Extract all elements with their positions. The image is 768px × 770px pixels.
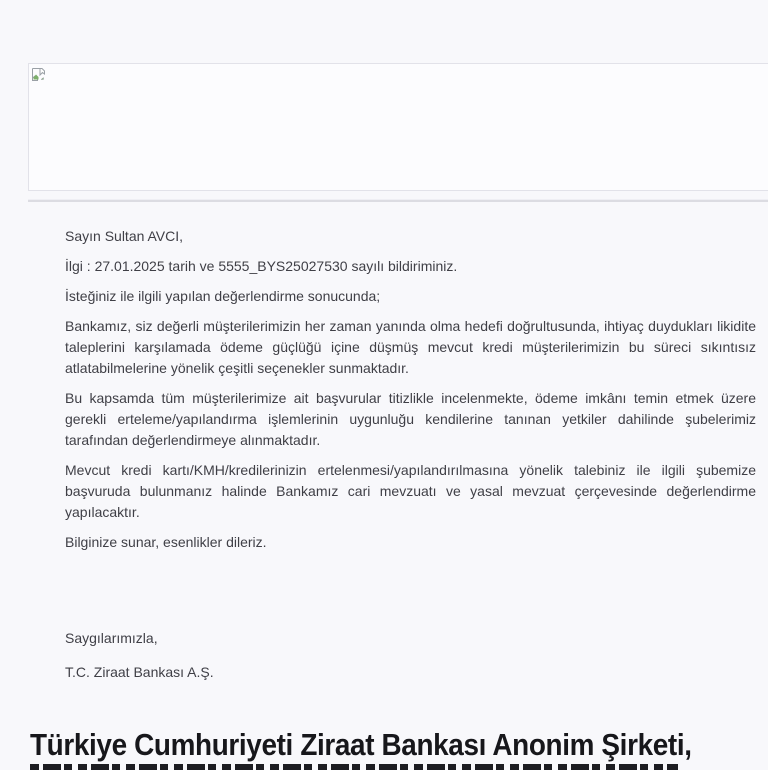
letter-body	[65, 226, 756, 692]
clipped-heading-line	[30, 764, 678, 770]
paragraph: Mevcut kredi kartı/KMH/kredilerinizin ertelenmesi/yapılandırılmasına yönelik talebiniz ile ilgili şubemize başvuruda bulunmanız halinde Bankamız cari mevzuatı ve yasal mevzuat çerçevesinde değerlendirme yapılacaktır.	[65, 462, 756, 520]
intro-line: İsteğiniz ile ilgili yapılan değerlendirme sonucunda;	[65, 288, 381, 304]
signature-spacer	[65, 562, 756, 628]
signoff-line: Saygılarımızla,	[65, 630, 158, 646]
attachment-image-placeholder	[28, 63, 768, 191]
horizontal-divider	[28, 199, 768, 202]
broken-image-icon	[31, 67, 46, 82]
greeting-line: Sayın Sultan AVCI,	[65, 228, 184, 244]
reference-line: İlgi : 27.01.2025 tarih ve 5555_BYS25027530 sayılı bildiriminiz.	[65, 258, 458, 274]
paragraph: Bu kapsamda tüm müşterilerimize ait başvurular titizlikle incelenmekte, ödeme imkânı temin etmek üzere gerekli erteleme/yapılandırma işlemlerinin uygunluğu kendilerine tanınan yetkiler dahilinde şubelerimiz tarafından değerlendirmeye alınmaktadır.	[65, 390, 756, 448]
closing-line: Bilginize sunar, esenlikler dileriz.	[65, 534, 267, 550]
signature-line: T.C. Ziraat Bankası A.Ş.	[65, 664, 214, 680]
paragraph: Bankamız, siz değerli müşterilerimizin her zaman yanında olma hedefi doğrultusunda, ihtiyaç duydukları likidite taleplerini karşılamada ödeme güçlüğü içine düşmüş mevcut kredi müşterilerimizin bu süreci sıkıntısız atlatabilmelerine yönelik çeşitli seçenekler sunmaktadır.	[65, 318, 756, 376]
company-title-heading: Türkiye Cumhuriyeti Ziraat Bankası Anonim Şirketi,	[30, 727, 692, 762]
